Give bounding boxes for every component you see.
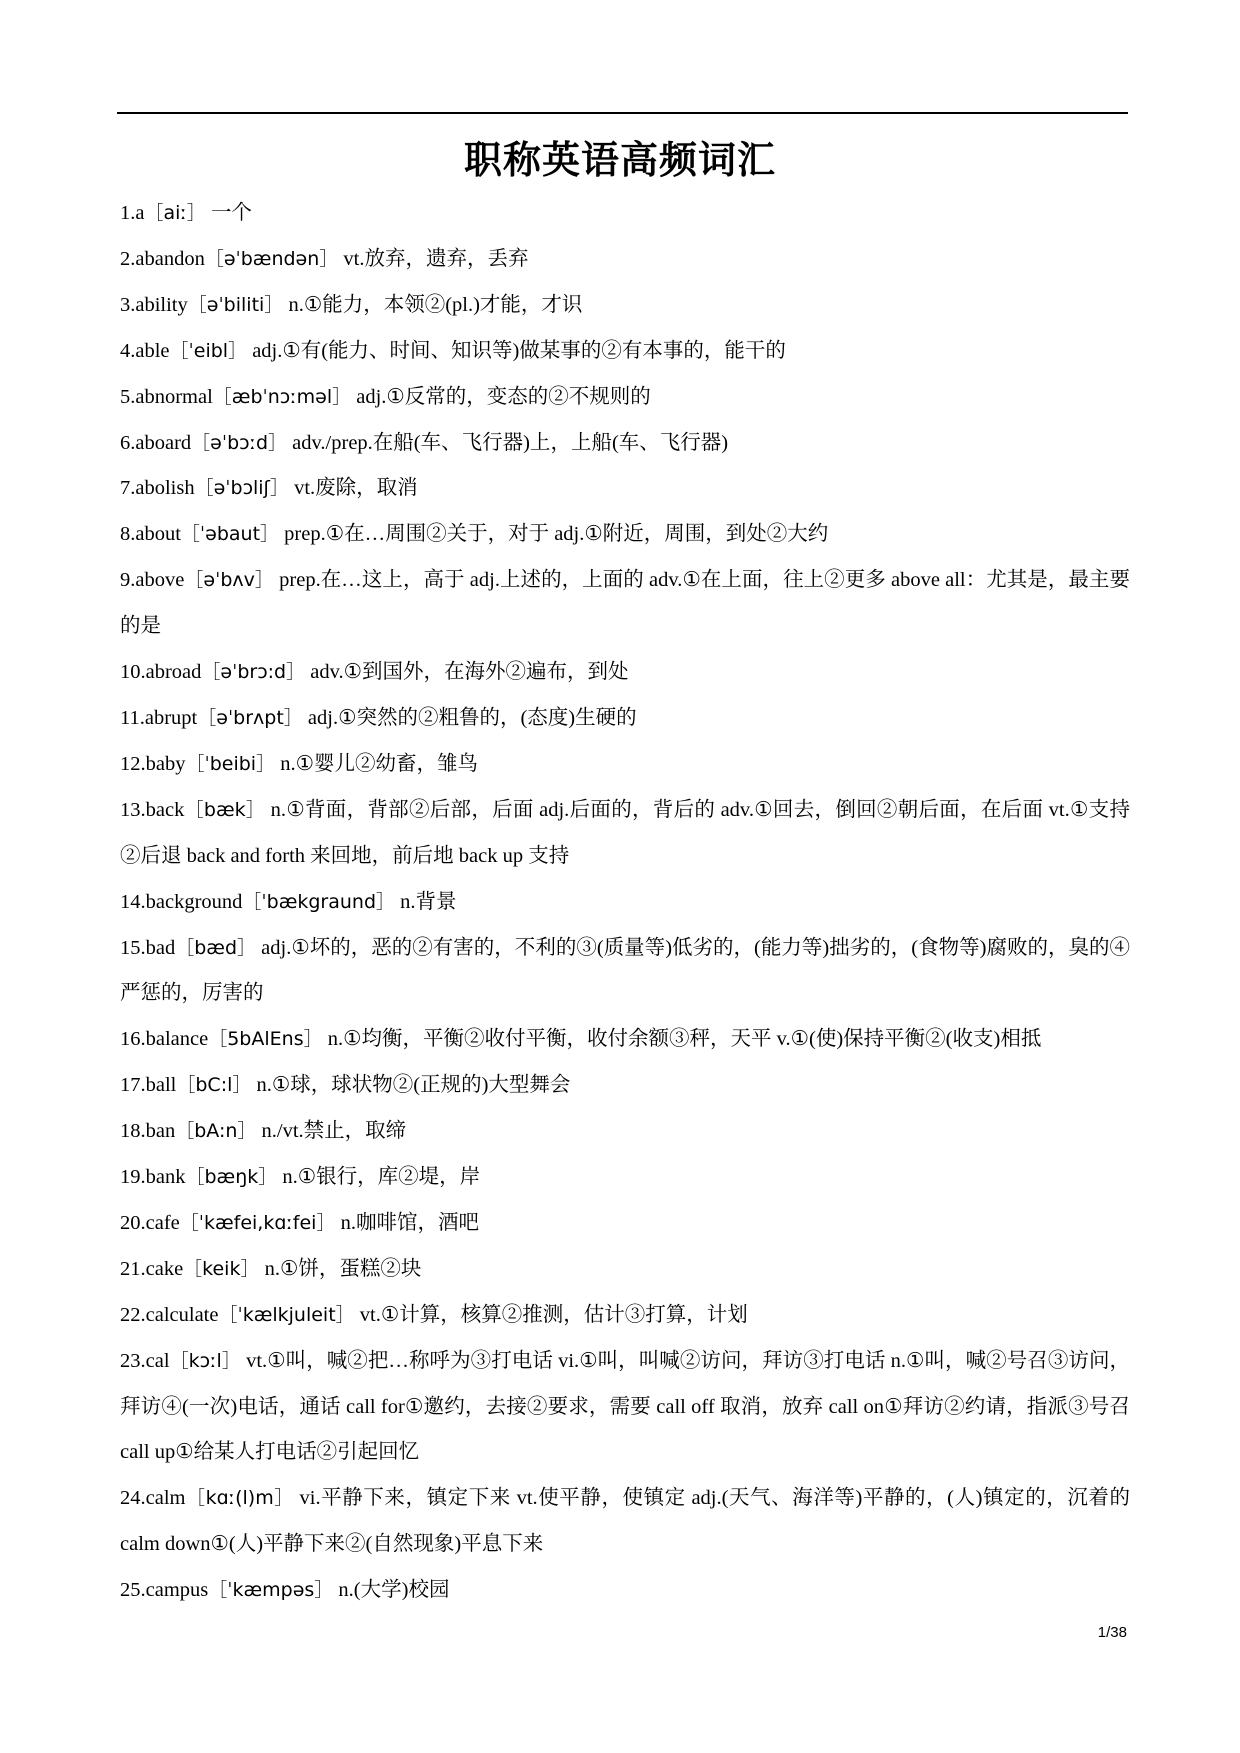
- entry-phonetic: ［əˈbrɔ:d］: [201, 661, 306, 684]
- entry-phonetic: ［bC:l］: [176, 1074, 252, 1097]
- entry-definition: n.①均衡，平衡②收付平衡，收付余额③秤，天平 v.①(使)保持平衡②(收支)相抵: [322, 1028, 1042, 1051]
- vocab-entry-12: [120, 742, 1130, 788]
- entry-definition: n.①能力，本领②(pl.)才能，才识: [283, 293, 583, 316]
- entry-phonetic: ［bæk］: [184, 798, 266, 821]
- entry-word: 19.bank: [120, 1166, 186, 1189]
- entry-word: 15.bad: [120, 936, 176, 959]
- vocab-entry-25: [120, 1568, 1130, 1614]
- vocabulary-list: [120, 191, 1130, 1614]
- vocab-entry-7: [120, 466, 1130, 512]
- entry-phonetic: ［ˈəbaut］: [180, 523, 280, 546]
- entry-definition: adv./prep.在船(车、飞行器)上，上船(车、飞行器): [287, 431, 729, 454]
- vocab-entry-13: [120, 788, 1130, 880]
- entry-word: 9.above: [120, 569, 185, 592]
- vocab-entry-20: [120, 1201, 1130, 1247]
- entry-phonetic: ［ˈkælkjuleit］: [218, 1303, 355, 1326]
- entry-phonetic: ［ˈbeibi］: [185, 752, 276, 775]
- entry-word: 22.calculate: [120, 1303, 219, 1326]
- vocab-entry-1: [120, 191, 1130, 237]
- entry-definition: prep.①在…周围②关于，对于 adj.①附近，周围，到处②大约: [279, 523, 829, 546]
- entry-phonetic: ［kɔːl］: [169, 1349, 241, 1372]
- entry-definition: n.①球，球状物②(正规的)大型舞会: [251, 1074, 571, 1097]
- entry-phonetic: ［5bAlEns］: [208, 1028, 323, 1051]
- vocab-entry-21: [120, 1247, 1130, 1293]
- entry-definition: n.①银行，库②堤，岸: [277, 1166, 481, 1189]
- entry-phonetic: ［ˈkæmpəs］: [208, 1579, 334, 1602]
- entry-definition: n.①背面，背部②后部，后面 adj.后面的，背后的 adv.①回去，倒回②朝后面，在后面 vt.①支持②后退 back and forth 来回地，前后地 back up 支持: [120, 798, 1130, 867]
- entry-word: 2.abandon: [120, 247, 205, 270]
- entry-phonetic: ［ˈeibl］: [169, 339, 248, 362]
- entry-phonetic: ［bA:n］: [175, 1120, 257, 1143]
- entry-phonetic: ［ˈbækgraund］: [242, 890, 396, 913]
- vocab-entry-18: [120, 1109, 1130, 1155]
- entry-phonetic: ［aiː］: [144, 202, 206, 224]
- vocab-entry-5: [120, 375, 1130, 421]
- vocab-entry-16: [120, 1017, 1130, 1063]
- vocab-entry-8: [120, 512, 1130, 558]
- entry-definition: 一个: [205, 202, 252, 224]
- entry-phonetic: ［kɑː(l)m］: [185, 1487, 294, 1510]
- entry-definition: adj.①突然的②粗鲁的，(态度)生硬的: [302, 706, 637, 729]
- entry-word: 1.a: [120, 202, 145, 224]
- entry-definition: n.咖啡馆，酒吧: [335, 1211, 479, 1234]
- vocab-entry-2: [120, 237, 1130, 283]
- entry-phonetic: ［əˈbændən］: [204, 247, 339, 270]
- entry-word: 8.about: [120, 523, 181, 546]
- entry-definition: prep.在…这上，高于 adj.上述的，上面的 adv.①在上面，往上②更多 above all：尤其是，最主要的是: [120, 569, 1130, 638]
- entry-definition: n.①婴儿②幼畜，雏鸟: [275, 752, 478, 775]
- entry-phonetic: ［əˈbʌv］: [184, 569, 274, 592]
- entry-definition: adj.①坏的，恶的②有害的，不利的③(质量等)低劣的，(能力等)拙劣的，(食物等)腐败的，臭的④严惩的，厉害的: [120, 936, 1130, 1005]
- entry-definition: vt.废除，取消: [288, 477, 418, 500]
- vocab-entry-17: [120, 1063, 1130, 1109]
- vocab-entry-4: [120, 329, 1130, 375]
- entry-word: 11.abrupt: [120, 706, 198, 729]
- entry-phonetic: ［bæd］: [175, 936, 257, 959]
- entry-phonetic: ［əˈbɔliʃ］: [194, 477, 289, 500]
- entry-phonetic: ［keik］: [183, 1257, 260, 1280]
- page-title: 职称英语高频词汇: [463, 138, 776, 182]
- entry-phonetic: ［əˈbrʌpt］: [197, 706, 303, 729]
- page-number: 1/38: [1097, 1624, 1127, 1641]
- entry-word: 5.abnormal: [120, 385, 213, 408]
- entry-word: 13.back: [120, 798, 185, 821]
- entry-phonetic: ［əˈbɔːd］: [191, 431, 288, 454]
- vocab-entry-19: [120, 1155, 1130, 1201]
- header-rule: [117, 112, 1128, 114]
- entry-definition: vi.平静下来，镇定下来 vt.使平静，使镇定 adj.(天气、海洋等)平静的，(人)镇定的，沉着的 calm down①(人)平静下来②(自然现象)平息下来: [120, 1487, 1131, 1556]
- vocab-entry-23: [120, 1339, 1130, 1477]
- vocab-entry-6: [120, 421, 1130, 467]
- entry-definition: n.①饼，蛋糕②块: [259, 1257, 422, 1280]
- vocab-entry-9: [120, 558, 1130, 650]
- entry-phonetic: ［əˈbiliti］: [187, 293, 284, 316]
- vocab-entry-3: [120, 283, 1130, 329]
- entry-word: 17.ball: [120, 1074, 177, 1097]
- entry-definition: n.(大学)校园: [333, 1579, 450, 1602]
- entry-word: 16.balance: [120, 1028, 209, 1051]
- entry-definition: vt.放弃，遗弃，丢弃: [338, 247, 529, 270]
- entry-word: 18.ban: [120, 1120, 176, 1143]
- entry-word: 7.abolish: [120, 477, 195, 500]
- vocab-entry-15: [120, 926, 1130, 1018]
- entry-word: 12.baby: [120, 752, 186, 775]
- entry-word: 4.able: [120, 339, 170, 362]
- vocab-entry-24: [120, 1476, 1130, 1568]
- entry-word: 14.background: [120, 890, 243, 913]
- entry-definition: n./vt.禁止，取缔: [256, 1120, 407, 1143]
- entry-word: 21.cake: [120, 1257, 184, 1280]
- entry-phonetic: ［bæŋk］: [185, 1166, 278, 1189]
- vocab-entry-10: [120, 650, 1130, 696]
- entry-word: 25.campus: [120, 1579, 209, 1602]
- entry-definition: n.背景: [395, 890, 457, 913]
- entry-definition: vt.①叫，喊②把…称呼为③打电话 vi.①叫，叫喊②访问，拜访③打电话 n.①叫，喊②号召③访问，拜访④(一次)电话，通话 call for①邀约，去接②要求，需要 call off 取消，放弃 call on①拜访②约请，指派③号召 call up①给某人打电话②引起回忆: [120, 1349, 1130, 1464]
- entry-word: 24.calm: [120, 1487, 186, 1510]
- vocab-entry-11: [120, 696, 1130, 742]
- entry-definition: vt.①计算，核算②推测，估计③打算，计划: [354, 1303, 748, 1326]
- entry-definition: adj.①反常的，变态的②不规则的: [351, 385, 651, 408]
- entry-word: 20.cafe: [120, 1211, 180, 1234]
- entry-definition: adj.①有(能力、时间、知识等)做某事的②有本事的，能干的: [247, 339, 786, 362]
- entry-word: 10.abroad: [120, 661, 202, 684]
- entry-phonetic: ［ˈkæfei,kɑːfei］: [179, 1211, 336, 1234]
- entry-word: 23.cal: [120, 1349, 170, 1372]
- entry-word: 3.ability: [120, 293, 188, 316]
- vocab-entry-14: [120, 880, 1130, 926]
- entry-phonetic: ［æbˈnɔːməl］: [212, 385, 352, 408]
- entry-word: 6.aboard: [120, 431, 192, 454]
- vocab-entry-22: [120, 1293, 1130, 1339]
- entry-definition: adv.①到国外，在海外②遍布，到处: [305, 661, 629, 684]
